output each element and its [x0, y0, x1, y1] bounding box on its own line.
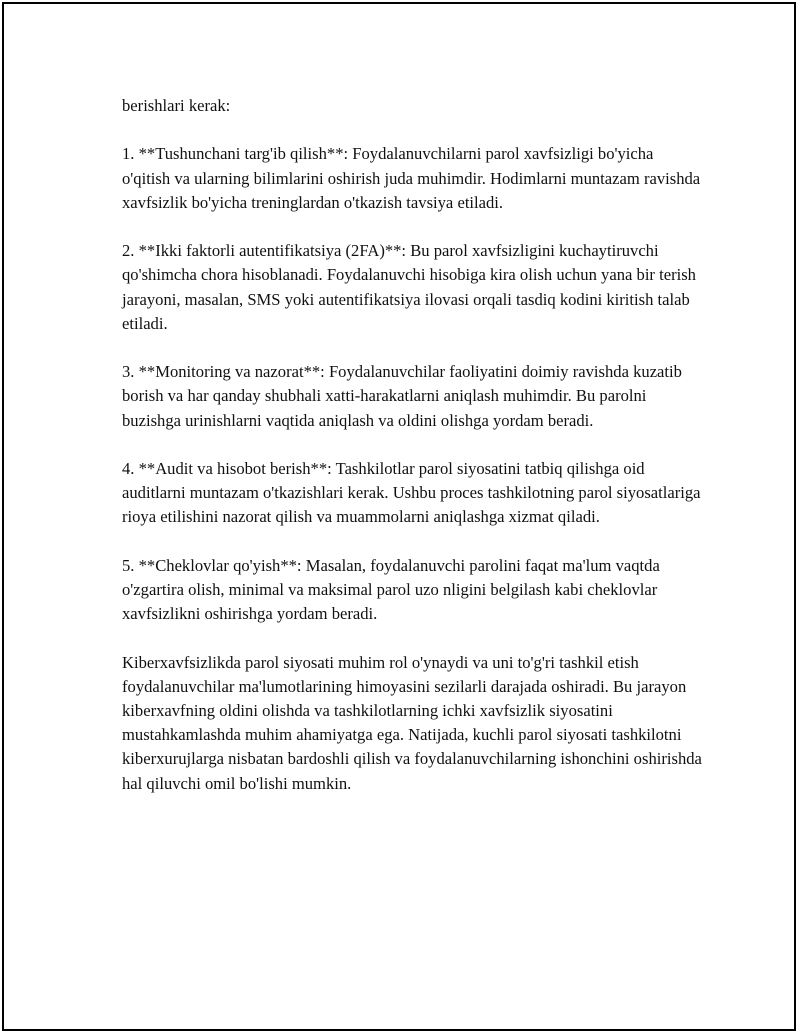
list-item-1 [122, 142, 702, 215]
conclusion-paragraph: Kiberxavfsizlikda parol siyosati muhim rol o'ynaydi va uni to'g'ri tashkil etish foydalanuvchilar ma'lumotlarining himoyasini sezilarli darajada oshiradi. Bu jarayon kiberxavfning oldini olishda va tashkilotlarning ichki xavfsizlik siyosatini mustahkamlashda muhim ahamiyatga ega. Natijada, kuchli parol siyosati tashkilotni kiberxurujlarga nisbatan bardoshli qilish va foydalanuvchilarning ishonchini oshirishda hal qiluvchi omil bo'lishi mumkin. [122, 652, 702, 793]
list-item-heading: **Cheklovlar qo'yish**: [138, 555, 302, 575]
list-item-number: 5. [122, 555, 135, 575]
list-item-3 [122, 360, 702, 433]
list-item-text: Foydalanuvchilar faoliyatini doimiy ravishda kuzatib borish va har qanday shubhali xatti-harakatlarni aniqlash muhimdir. Bu parolni buzishga urinishlarni vaqtida aniqlash va oldini olishga yordam beradi. [122, 362, 682, 430]
list-item-heading: **Tushunchani targ'ib qilish**: [138, 144, 349, 164]
list-item-number: 2. [122, 241, 135, 261]
document-body [122, 94, 702, 820]
list-item-number: 3. [122, 362, 135, 382]
list-item-number: 1. [122, 144, 135, 164]
list-item-text: Tashkilotlar parol siyosatini tatbiq qilishga oid auditlarni muntazam o'tkazishlari kerak. Ushbu proces tashkilotning parol siyosatlariga rioya etilishini nazorat qilish va muammolarni aniqlashga xizmat qiladi. [122, 458, 701, 527]
list-item-text: Masalan, foydalanuvchi parolini faqat ma'lum vaqtda o'zgartira olish, minimal va maksimal parol uzo nligini belgilash kabi cheklovlar xavfsizlikni oshirishga yordam beradi. [122, 555, 660, 624]
list-item-text: Foydalanuvchilarni parol xavfsizligi bo'yicha o'qitish va ularning bilimlarini oshirish juda muhimdir. Hodimlarni muntazam ravishda xavfsizlik bo'yicha treninglardan o'tkazish tavsiya etiladi. [122, 144, 701, 212]
page-frame [2, 2, 796, 1031]
list-item-5 [122, 554, 702, 627]
lead-fragment: berishlari kerak: [122, 96, 231, 115]
list-item-4 [122, 457, 702, 530]
list-item-2 [122, 239, 702, 336]
list-item-heading: **Audit va hisobot berish**: [138, 458, 332, 478]
list-item-text: Bu parol xavfsizligini kuchaytiruvchi qo'shimcha chora hisoblanadi. Foydalanuvchi hisobiga kira olish uchun yana bir terish jarayoni, masalan, SMS yoki autentifikatsiya ilovasi orqali tasdiq kodini kiritish talab etiladi. [122, 241, 696, 333]
list-item-heading: **Ikki faktorli autentifikatsiya (2FA)**: [138, 241, 407, 261]
list-item-number: 4. [122, 458, 135, 478]
list-item-heading: **Monitoring va nazorat**: [138, 362, 325, 382]
